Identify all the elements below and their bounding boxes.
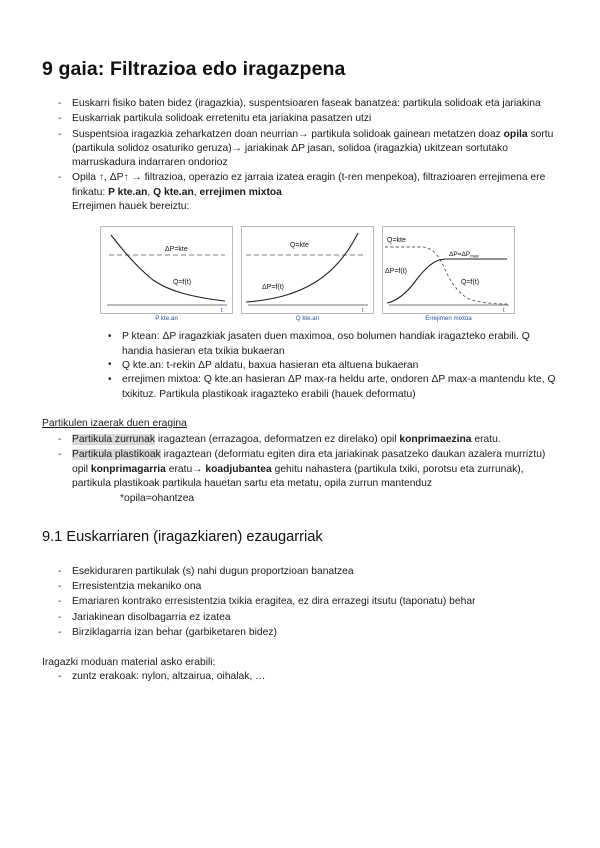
list-item-partikula-plastikoak bbox=[42, 448, 558, 491]
chart-annotation-q-kte: Q=kte bbox=[290, 242, 309, 250]
chart-annotation-q-kte: Q=kte bbox=[387, 237, 406, 245]
materials-intro: Iragazki moduan material asko erabili: bbox=[42, 657, 216, 669]
list-item: - Jariakinean disolbagarria ez izatea bbox=[42, 611, 558, 625]
page-title: 9 gaia: Filtrazioa edo iragazpena bbox=[42, 58, 346, 80]
particles-list bbox=[42, 433, 558, 491]
chart-annotation-dp-ft: ΔP=f(t) bbox=[385, 268, 407, 276]
intro-list bbox=[42, 97, 558, 214]
arrow-glyph: → bbox=[192, 463, 203, 475]
chart-svg bbox=[383, 227, 514, 313]
list-item: - Euskarri fisiko baten bidez (iragazkia), suspentsioaren faseak banatzea: partikula solidoak eta jariakina bbox=[42, 97, 558, 111]
regime-bullet-list bbox=[104, 330, 558, 401]
list-item: • Q kte.an: t-rekin ΔP aldatu, baxua hasieran eta altuena bukaeran bbox=[104, 359, 558, 373]
chart-annotation-q-ft: Q=f(t) bbox=[173, 279, 192, 287]
arrow-glyph: → bbox=[298, 128, 309, 140]
chart-errejimen-mixtoa bbox=[382, 226, 515, 323]
chart-annotation-dp-max: $\Delta P=\Delta P_{max}$ bbox=[449, 251, 479, 259]
charts-row bbox=[42, 226, 558, 323]
spacer bbox=[42, 402, 558, 417]
spacer bbox=[42, 641, 558, 656]
chart-caption: P kte.an bbox=[155, 315, 178, 323]
list-item-partikula-zurrunak bbox=[42, 433, 558, 447]
emphasis-opila: opila bbox=[503, 128, 528, 140]
particles-heading: Partikulen izaerak duen eragina bbox=[42, 417, 187, 429]
particles-note: *opila=ohantzea bbox=[120, 493, 195, 505]
separator: , bbox=[193, 186, 200, 198]
chart-caption: Errejimen mixtoa bbox=[425, 315, 472, 323]
spacer bbox=[42, 557, 558, 565]
list-item: - Esekiduraren partikulak (s) nahi dugun proportzioan banatzea bbox=[42, 565, 558, 579]
chart-annotation-dp-kte: ΔP=kte bbox=[165, 246, 188, 254]
chart-svg bbox=[101, 227, 232, 313]
section-title-91: 9.1 Euskarriaren (iragazkiaren) ezaugarriak bbox=[42, 528, 323, 545]
chart-frame bbox=[100, 226, 233, 314]
list-item: - Euskarriak partikula solidoak erretenitu eta jariakina pasatzen utzi bbox=[42, 112, 558, 126]
chart-q-kte bbox=[241, 226, 374, 323]
text-fragment: eratu bbox=[165, 463, 193, 475]
list-item: - zuntz erakoak: nylon, altzairua, oihalak, … bbox=[42, 670, 558, 684]
text-fragment: eratu. bbox=[471, 434, 501, 446]
text-fragment: sortu (partikula solidoz osaturiko geruza) bbox=[72, 128, 554, 154]
emphasis-p-kte: P kte.an bbox=[108, 186, 148, 198]
emphasis-errejimen-mixtoa: errejimen mixtoa bbox=[199, 186, 282, 198]
highlight-partikula-zurrunak: Partikula zurrunak bbox=[72, 434, 155, 446]
chart-caption: Q kte.an bbox=[295, 315, 320, 323]
list-item: - Erresistentzia mekaniko ona bbox=[42, 580, 558, 594]
spacer bbox=[42, 507, 558, 529]
emphasis-q-kte: Q kte.an bbox=[153, 186, 194, 198]
chart-xaxis-label: t bbox=[362, 308, 364, 314]
text-fragment: jariakinak ΔP jasan, solidoa (iragazkia) ukitzean sortutako marruskadura indarraren ondorioz bbox=[72, 142, 508, 169]
text-fragment: iragaztean (errazagoa, deformatzen ez direlako) opil bbox=[154, 434, 400, 446]
highlight-partikula-plastikoak: Partikula plastikoak bbox=[72, 449, 161, 461]
list-item-suspentsioa bbox=[42, 128, 558, 171]
materials-list bbox=[42, 670, 558, 684]
chart-p-kte bbox=[100, 226, 233, 323]
chart-annotation-dp-ft: ΔP=f(t) bbox=[262, 284, 284, 292]
text-fragment: partikula solidoak gainean metatzen doaz bbox=[308, 128, 504, 140]
chart-frame bbox=[241, 226, 374, 314]
emphasis-koadjubantea: koadjubantea bbox=[202, 463, 272, 475]
text-fragment: iragaztean (deformatu egiten dira eta jariakinak pasatzeko daukan azalera murriztu) opil bbox=[72, 449, 546, 475]
chart-xaxis-label: t bbox=[503, 308, 505, 314]
text-fragment: gehitu nahastera (partikula txiki, porotsu eta zurrunak), partikula plastikoak partikula hauetan sartu eta metatu, opila zurrun mantenduz bbox=[72, 463, 524, 490]
chart-xaxis-label: t bbox=[221, 308, 223, 314]
section-91-list bbox=[42, 565, 558, 640]
emphasis-konprimagarria: konprimagarria bbox=[90, 463, 166, 475]
list-item-opila bbox=[42, 171, 558, 214]
regime-bullets-wrap bbox=[42, 330, 558, 401]
text-fragment: Errejimen hauek bereiztu: bbox=[72, 201, 190, 213]
list-item: - Birziklagarria izan behar (garbiketaren bidez) bbox=[42, 626, 558, 640]
chart-svg bbox=[242, 227, 373, 313]
text-fragment: Opila ↑, ΔP↑ → filtrazioa, operazio ez jarraia izatea eragin (t-ren menpekoa), filtrazioaren errejimena ere finkatu: bbox=[72, 172, 546, 198]
list-item: - Emariaren kontrako erresistentzia txikia eragitea, ez dira errazegi itsutu (taponatu) behar bbox=[42, 595, 558, 609]
list-item: • P ktean: ΔP iragazkiak jasaten duen maximoa, oso bolumen handiak iragazteko erabili. Q handia hasieran eta txikia bukaeran bbox=[104, 330, 558, 359]
separator: , bbox=[147, 186, 154, 198]
chart-annotation-q-ft: Q=f(t) bbox=[461, 279, 480, 287]
text-fragment: Suspentsioa iragazkia zeharkatzen doan neurrian bbox=[72, 128, 299, 140]
arrow-glyph: → bbox=[231, 142, 242, 154]
chart-frame bbox=[382, 226, 515, 314]
list-item: • errejimen mixtoa: Q kte.an hasieran ΔP max-ra heldu arte, ondoren ΔP max-a mantendu kte, Q txikituz. Partikula plastikoak iragazteko erabili (hauek deformatu) bbox=[104, 373, 558, 402]
emphasis-konprimaezina: konprimaezina bbox=[399, 434, 472, 446]
